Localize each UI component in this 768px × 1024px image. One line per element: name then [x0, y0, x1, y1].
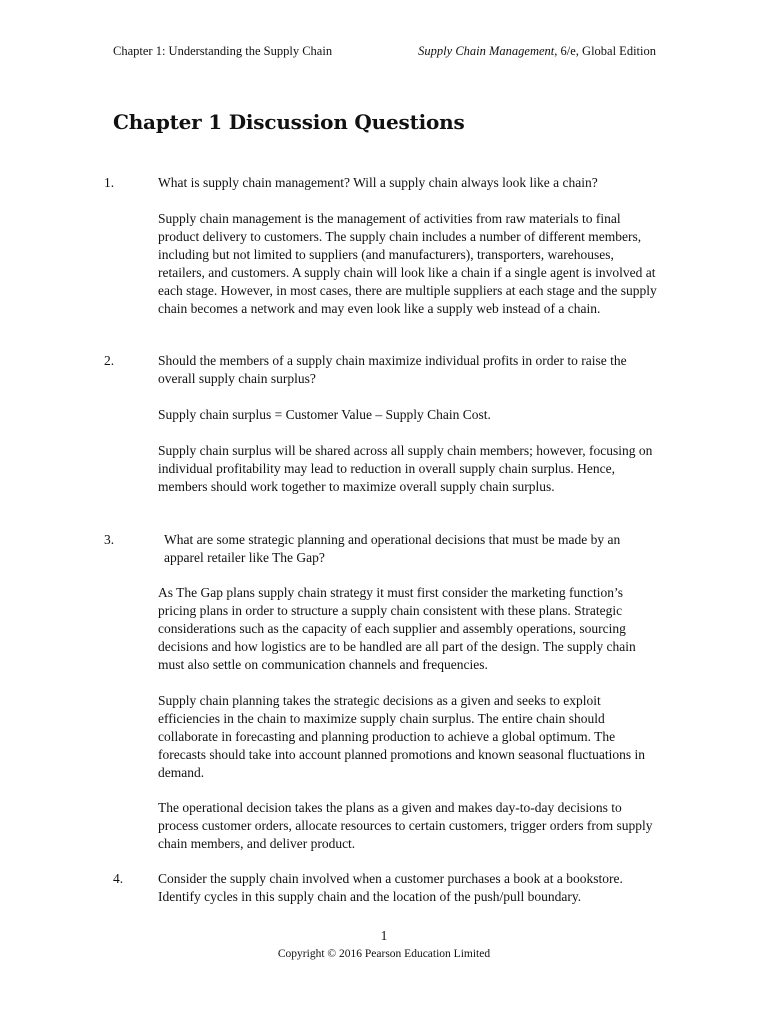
question-number: 1.	[104, 175, 115, 190]
question-text: Should the members of a supply chain maximize individual profits in order to raise the overall supply chain surplus?	[158, 353, 627, 386]
answer-3-operations: The operational decision takes the plans as a given and makes day-to-day decisions to process customer orders, allocate resources to certain customers, trigger orders from supply chain members, and deliver product.	[158, 800, 653, 851]
question-number: 3.	[104, 532, 115, 547]
question-text: Consider the supply chain involved when a customer purchases a book at a bookstore. Identify cycles in this supply chain and the location of the push/pull boundary.	[158, 871, 623, 904]
answer-3-planning: Supply chain planning takes the strategic decisions as a given and seeks to exploit efficiencies in the chain to maximize supply chain surplus. The entire chain should collaborate in forecasting and planning production to achieve a global optimum. The forecasts should take into account planned promotions and known seasonal fluctuations in demand.	[158, 693, 646, 780]
page-number: 1	[380, 928, 388, 943]
question-text: What are some strategic planning and operational decisions that must be made by an apparel retailer like The Gap?	[164, 532, 621, 565]
running-header-left: Chapter 1: Understanding the Supply Chain	[113, 44, 333, 58]
answer-1: Supply chain management is the management of activities from raw materials to final product delivery to customers. The supply chain includes a number of different members, including but not limited to suppliers (and manufacturers), transporters, warehouses, retailers, and customers. A supply chain will look like a chain if a single agent is involved at each stage. However, in most cases, there are multiple suppliers at each stage and the supply chain becomes a network and may even look like a supply web instead of a chain.	[158, 211, 657, 316]
page-title: Chapter 1 Discussion Questions	[113, 110, 465, 134]
answer-3-strategy: As The Gap plans supply chain strategy it must first consider the marketing function’s pricing plans in order to structure a supply chain consistent with these plans. Strategic considerations such as the capacity of each supplier and assembly operations, sourcing decisions and how logistics are to be handled are all part of the design. The supply chain must also settle on communication channels and frequencies.	[158, 585, 636, 672]
question-number: 4.	[113, 871, 124, 886]
question-text: What is supply chain management? Will a supply chain always look like a chain?	[158, 175, 598, 190]
book-title: Supply Chain Management	[418, 44, 555, 58]
running-header-right	[418, 44, 656, 59]
answer-2: Supply chain surplus will be shared across all supply chain members; however, focusing on individual profitability may lead to reduction in overall supply chain surplus. Hence, members should work together to maximize overall supply chain surplus.	[158, 443, 653, 494]
question-number: 2.	[104, 353, 115, 368]
answer-2-formula: Supply chain surplus = Customer Value – Supply Chain Cost.	[158, 407, 491, 422]
copyright-notice: Copyright © 2016 Pearson Education Limited	[277, 948, 491, 960]
edition-text: , 6/e, Global Edition	[554, 44, 656, 58]
